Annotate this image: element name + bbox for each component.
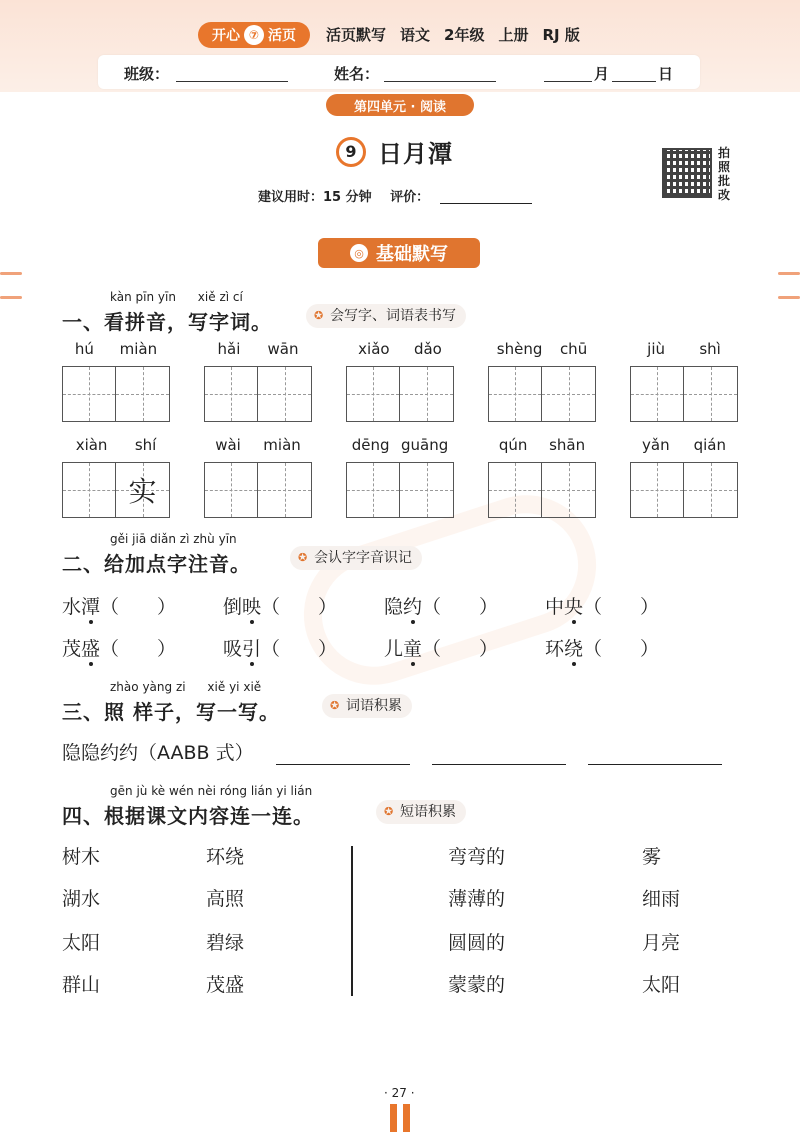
pinyin: diǎn	[150, 532, 176, 546]
char-cell[interactable]	[63, 463, 116, 517]
char-grid	[346, 462, 454, 518]
match-word[interactable]: 茂盛	[206, 974, 245, 996]
q3-title: 三、照 样子，写一写。	[62, 700, 280, 724]
q4-title: 四、根据课文内容连一连。	[62, 804, 314, 828]
pinyin: zi	[175, 680, 186, 694]
match-word[interactable]: 细雨	[642, 888, 681, 910]
header-item-edition: RJ 版	[542, 26, 580, 44]
brand-left: 开心	[212, 28, 240, 44]
pinyin: zhào	[110, 680, 139, 694]
brand-circle-icon: ⑦	[244, 25, 264, 45]
grid-pinyin	[346, 340, 454, 358]
pinyin-answer-item[interactable]	[545, 592, 706, 619]
q1-title: 一、看拼音，写字词。	[62, 310, 272, 334]
char-cell[interactable]	[258, 367, 311, 421]
char-cell[interactable]	[489, 367, 542, 421]
dotted-char: 绕	[564, 638, 584, 660]
grid-pinyin	[488, 436, 596, 454]
pinyin-answer-item[interactable]	[62, 634, 223, 661]
unit-banner: 第四单元 · 阅读	[326, 94, 474, 116]
word-char: 儿	[384, 638, 404, 660]
side-mark	[0, 296, 22, 299]
q3-skill-tag: ✪ 词语积累	[322, 694, 412, 718]
time-label: 建议用时：15 分钟	[258, 190, 372, 205]
q3-blank-2[interactable]	[432, 741, 566, 765]
class-field[interactable]	[176, 81, 288, 82]
char-cell[interactable]	[116, 463, 169, 517]
qr-char: 拍	[718, 146, 731, 160]
char-cell[interactable]	[63, 367, 116, 421]
pinyin: wén	[168, 784, 194, 798]
pinyin-answer-item[interactable]	[223, 592, 384, 619]
char-grid	[204, 462, 312, 518]
dotted-char: 盛	[81, 638, 101, 660]
char-cell[interactable]	[631, 367, 684, 421]
match-word[interactable]: 碧绿	[206, 932, 245, 954]
match-word[interactable]: 月亮	[642, 932, 681, 954]
char-cell[interactable]	[542, 463, 595, 517]
match-word[interactable]: 太阳	[62, 932, 101, 954]
grid-pinyin	[488, 340, 596, 358]
match-word[interactable]: 高照	[206, 888, 245, 910]
q2-skill-tag: ✪ 会认字字音识记	[290, 546, 422, 570]
pinyin: shèng	[496, 340, 543, 358]
pinyin: wài	[215, 436, 241, 454]
dotted-char: 约	[403, 596, 423, 618]
pinyin: jiù	[647, 340, 665, 358]
dotted-char: 映	[242, 596, 262, 618]
pinyin: kàn	[110, 290, 132, 304]
side-mark	[778, 272, 800, 275]
word-char: 隐	[384, 596, 404, 618]
pinyin: gēn	[110, 784, 133, 798]
match-word[interactable]: 弯弯的	[448, 846, 506, 868]
pinyin: chū	[559, 340, 588, 358]
day-label: 日	[658, 65, 674, 83]
char-grid	[488, 366, 596, 422]
qr-code-icon[interactable]	[662, 148, 712, 198]
qr-char: 照	[718, 160, 731, 174]
answer-brackets: （ ）	[261, 638, 338, 660]
char-grid	[488, 462, 596, 518]
char-cell[interactable]	[258, 463, 311, 517]
pinyin-answer-item[interactable]	[384, 592, 545, 619]
pinyin-answer-item[interactable]	[223, 634, 384, 661]
pinyin: miàn	[119, 340, 158, 358]
header-item-grade: 2年级	[444, 26, 485, 44]
grid-pinyin	[62, 436, 170, 454]
column-divider	[351, 846, 353, 996]
grid-pinyin	[630, 340, 738, 358]
q2-row-2	[62, 634, 706, 661]
char-grid	[62, 462, 170, 518]
grid-pinyin	[630, 436, 738, 454]
pinyin: dēng	[351, 436, 390, 454]
lesson-number: 9	[336, 137, 366, 167]
dotted-char: 潭	[81, 596, 101, 618]
pinyin: xiě	[197, 290, 216, 304]
page-number: · 27 ·	[384, 1086, 415, 1100]
pinyin-answer-item[interactable]	[384, 634, 545, 661]
char-cell[interactable]	[489, 463, 542, 517]
lesson-title	[336, 134, 453, 169]
word-char: 吸	[223, 638, 243, 660]
q3-example: 隐隐约约（AABB 式）	[62, 742, 254, 764]
pinyin: gěi	[110, 532, 129, 546]
name-label: 姓名：	[334, 65, 380, 83]
pinyin: xiǎo	[358, 340, 390, 358]
pinyin: hú	[74, 340, 94, 358]
pinyin: yàng	[142, 680, 173, 694]
section-title: 基础默写	[376, 244, 448, 265]
brand-right: 活页	[268, 28, 296, 44]
q2-title: 二、给加点字注音。	[62, 552, 251, 576]
char-grid	[204, 366, 312, 422]
match-word[interactable]: 群山	[62, 974, 101, 996]
pinyin: kè	[151, 784, 166, 798]
char-cell[interactable]	[116, 367, 169, 421]
char-cell[interactable]	[684, 367, 737, 421]
header-info	[326, 24, 580, 45]
pinyin: zì	[179, 532, 190, 546]
char-cell[interactable]	[684, 463, 737, 517]
grid-pinyin	[204, 436, 312, 454]
dotted-char: 央	[564, 596, 584, 618]
answer-brackets: （ ）	[583, 596, 660, 618]
q2-pinyin	[110, 532, 237, 546]
student-info-card	[98, 55, 700, 89]
pinyin: yi	[229, 680, 240, 694]
match-word[interactable]: 树木	[62, 846, 101, 868]
word-char: 茂	[62, 638, 82, 660]
brand-logo	[198, 22, 310, 48]
answer-brackets: （ ）	[422, 638, 499, 660]
match-word[interactable]: 太阳	[642, 974, 681, 996]
char-grid	[62, 366, 170, 422]
pinyin: jù	[136, 784, 148, 798]
dotted-char: 童	[403, 638, 423, 660]
pinyin: pīn	[135, 290, 155, 304]
char-grid	[630, 366, 738, 422]
q1-pinyin	[110, 290, 243, 304]
pinyin: zì	[219, 290, 230, 304]
eval-field[interactable]	[440, 203, 532, 204]
char-grid	[346, 366, 454, 422]
pinyin: jiā	[132, 532, 147, 546]
answer-brackets: （ ）	[100, 596, 177, 618]
qr-caption	[718, 146, 734, 202]
pinyin: zhù	[193, 532, 215, 546]
char-cell[interactable]	[347, 463, 400, 517]
q3-answer-line	[62, 738, 722, 765]
answer-brackets: （ ）	[583, 638, 660, 660]
pinyin-answer-item[interactable]	[545, 634, 706, 661]
q3-blank-3[interactable]	[588, 741, 722, 765]
match-word[interactable]: 环绕	[206, 846, 245, 868]
pinyin: yǎn	[642, 436, 670, 454]
pinyin: shì	[699, 340, 721, 358]
q2-row-1	[62, 592, 706, 619]
pinyin: yīn	[157, 290, 176, 304]
char-cell[interactable]	[205, 463, 258, 517]
side-mark	[0, 272, 22, 275]
word-char: 水	[62, 596, 82, 618]
name-field[interactable]	[384, 81, 496, 82]
side-mark	[778, 296, 800, 299]
word-char: 中	[545, 596, 565, 618]
pinyin: róng	[219, 784, 247, 798]
pinyin-answer-item[interactable]	[62, 592, 223, 619]
char-cell[interactable]	[542, 367, 595, 421]
pinyin: lián	[290, 784, 313, 798]
pinyin: qián	[693, 436, 726, 454]
q1-skill-tag: ✪ 会写字、词语表书写	[306, 304, 466, 328]
char-text: 实	[128, 475, 157, 508]
char-cell[interactable]	[400, 463, 453, 517]
q4-skill-tag: ✪ 短语积累	[376, 800, 466, 824]
answer-brackets: （ ）	[261, 596, 338, 618]
q4-pinyin	[110, 784, 312, 798]
pinyin: shān	[549, 436, 586, 454]
word-char: 环	[545, 638, 565, 660]
section-icon: ◎	[350, 244, 368, 262]
time-suggestion	[258, 186, 532, 205]
pinyin: dǎo	[413, 340, 442, 358]
pinyin: guāng	[401, 436, 449, 454]
char-cell[interactable]	[205, 367, 258, 421]
q3-blank-1[interactable]	[276, 741, 410, 765]
lesson-name: 日月潭	[378, 140, 453, 168]
answer-brackets: （ ）	[422, 596, 499, 618]
match-word[interactable]: 薄薄的	[448, 888, 506, 910]
class-label: 班级：	[124, 65, 170, 83]
month-label: 月	[594, 65, 610, 83]
pinyin: nèi	[197, 784, 216, 798]
pinyin: xiě	[207, 680, 226, 694]
char-grid	[630, 462, 738, 518]
match-word[interactable]: 圆圆的	[448, 932, 506, 954]
header-item-series: 活页默写	[326, 26, 387, 44]
char-cell[interactable]	[631, 463, 684, 517]
char-cell[interactable]	[400, 367, 453, 421]
pinyin: qún	[498, 436, 528, 454]
match-word[interactable]: 湖水	[62, 888, 101, 910]
day-field[interactable]	[612, 81, 656, 82]
pinyin: cí	[232, 290, 243, 304]
dotted-char: 引	[242, 638, 262, 660]
pinyin: yīn	[218, 532, 237, 546]
answer-brackets: （ ）	[100, 638, 177, 660]
pinyin: shí	[134, 436, 157, 454]
page-bars-decoration	[390, 1104, 416, 1132]
pinyin: xiàn	[75, 436, 108, 454]
eval-label: 评价：	[390, 190, 430, 205]
q3-pinyin	[110, 680, 261, 694]
pinyin: miàn	[263, 436, 301, 454]
grid-pinyin	[204, 340, 312, 358]
pinyin: wān	[267, 340, 299, 358]
grid-pinyin	[346, 436, 454, 454]
month-field[interactable]	[544, 81, 592, 82]
match-word[interactable]: 雾	[642, 846, 662, 868]
match-word[interactable]: 蒙蒙的	[448, 974, 506, 996]
word-char: 倒	[223, 596, 243, 618]
qr-char: 改	[718, 188, 731, 202]
section-banner	[318, 238, 480, 268]
header-item-subject: 语文	[400, 26, 431, 44]
char-cell[interactable]	[347, 367, 400, 421]
header-item-volume: 上册	[498, 26, 529, 44]
pinyin: yi	[276, 784, 287, 798]
pinyin: xiě	[243, 680, 262, 694]
grid-pinyin	[62, 340, 170, 358]
pinyin: hǎi	[217, 340, 241, 358]
pinyin: lián	[250, 784, 273, 798]
qr-char: 批	[718, 174, 731, 188]
